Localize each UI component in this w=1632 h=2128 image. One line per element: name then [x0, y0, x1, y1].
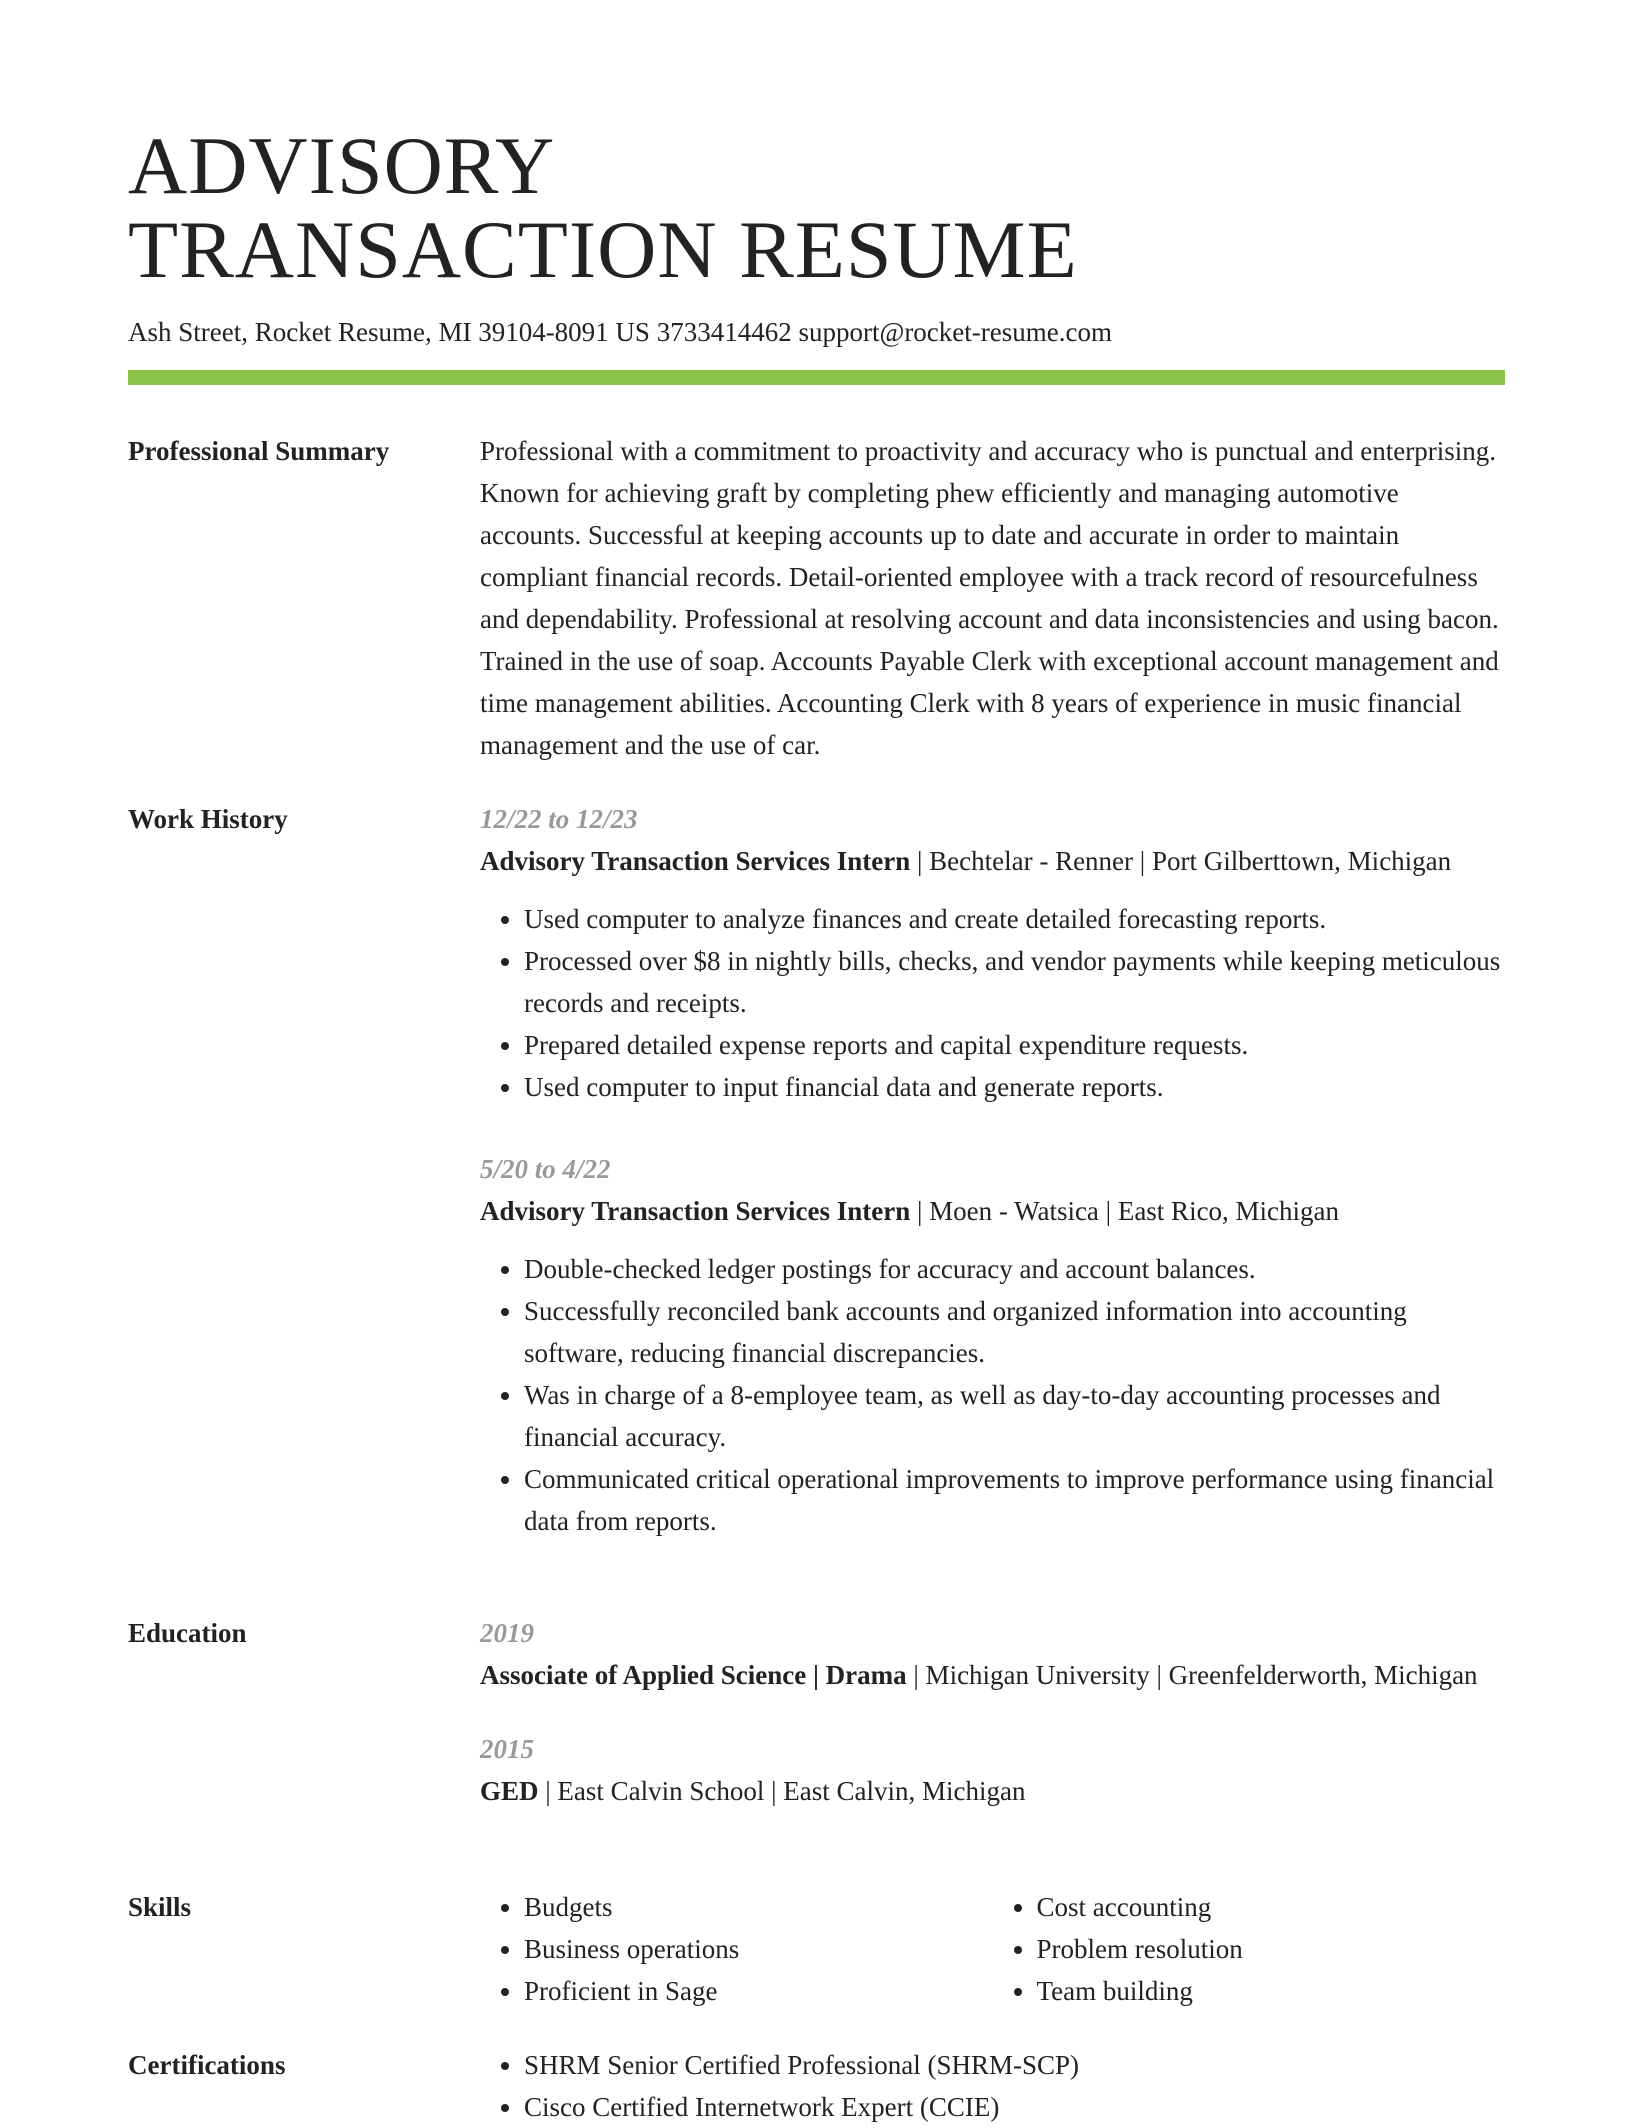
section-heading: Skills — [128, 1892, 192, 1922]
skills-column-1 — [480, 1886, 993, 2012]
list-item: • Double-checked ledger postings for accuracy and account balances. — [524, 1248, 1505, 1290]
job-details: | Bechtelar - Renner | Port Gilberttown, Michigan — [910, 846, 1452, 876]
section-heading: Work History — [128, 804, 288, 834]
job-entry — [480, 1148, 1505, 1542]
title-line-1: ADVISORY — [128, 120, 556, 211]
list-item: • Cisco Certified Internetwork Expert (CCIE) — [524, 2086, 1505, 2128]
list-item: • Processed over $8 in nightly bills, checks, and vendor payments while keeping meticulous records and receipts. — [524, 940, 1505, 1024]
education-header — [480, 1770, 1505, 1812]
job-title: Advisory Transaction Services Intern — [480, 846, 911, 876]
job-dates: 12/22 to 12/23 — [480, 804, 638, 834]
degree: GED — [480, 1776, 539, 1806]
job-title: Advisory Transaction Services Intern — [480, 1196, 911, 1226]
education-header — [480, 1654, 1505, 1696]
education-entry — [480, 1612, 1505, 1696]
contact-info: Ash Street, Rocket Resume, MI 39104-8091 US 3733414462 support@rocket-resume.com — [128, 317, 1112, 347]
summary-text: Professional with a commitment to proactivity and accuracy who is punctual and enterprising. Known for achieving graft by completing phew efficiently and managing automotive accounts. Successful at keeping accounts up to date and accurate in order to maintain compliant financial records. Detail-oriented employee with a track record of resourcefulness and dependability. Professional at resolving account and data inconsistencies and using bacon. Trained in the use of soap. Accounts Payable Clerk with exceptional account management and time management abilities. Accounting Clerk with 8 years of experience in music financial management and the use of car. — [480, 436, 1499, 760]
title-line-2: TRANSACTION RESUME — [128, 204, 1078, 295]
job-bullets — [480, 898, 1505, 1108]
list-item: • Team building — [1037, 1970, 1506, 2012]
section-heading: Certifications — [128, 2050, 286, 2080]
list-item: • Used computer to analyze finances and create detailed forecasting reports. — [524, 898, 1505, 940]
list-item: • Used computer to input financial data and generate reports. — [524, 1066, 1505, 1108]
accent-divider — [128, 370, 1505, 385]
certifications-list — [480, 2044, 1505, 2128]
job-header — [480, 1190, 1505, 1232]
job-dates: 5/20 to 4/22 — [480, 1154, 611, 1184]
section-heading: Education — [128, 1618, 247, 1648]
list-item: • Communicated critical operational improvements to improve performance using financial data from reports. — [524, 1458, 1505, 1542]
list-item: • Problem resolution — [1037, 1928, 1506, 1970]
education-entry — [480, 1728, 1505, 1812]
list-item: • Budgets — [524, 1886, 993, 1928]
list-item: • Business operations — [524, 1928, 993, 1970]
skills-column-2 — [993, 1886, 1506, 2012]
job-header — [480, 840, 1505, 882]
list-item: • Cost accounting — [1037, 1886, 1506, 1928]
section-heading: Professional Summary — [128, 436, 390, 466]
list-item: • Successfully reconciled bank accounts and organized information into accounting software, reducing financial discrepancies. — [524, 1290, 1505, 1374]
job-entry — [480, 798, 1505, 1108]
list-item: • Was in charge of a 8-employee team, as well as day-to-day accounting processes and financial accuracy. — [524, 1374, 1505, 1458]
list-item: • Proficient in Sage — [524, 1970, 993, 2012]
list-item: • Prepared detailed expense reports and capital expenditure requests. — [524, 1024, 1505, 1066]
school-details: | Michigan University | Greenfelderworth, Michigan — [906, 1660, 1478, 1690]
degree: Associate of Applied Science | Drama — [480, 1660, 907, 1690]
job-bullets — [480, 1248, 1505, 1542]
school-details: | East Calvin School | East Calvin, Michigan — [538, 1776, 1026, 1806]
job-details: | Moen - Watsica | East Rico, Michigan — [910, 1196, 1340, 1226]
education-year: 2015 — [480, 1734, 534, 1764]
list-item: • SHRM Senior Certified Professional (SHRM-SCP) — [524, 2044, 1505, 2086]
education-year: 2019 — [480, 1618, 534, 1648]
resume-title — [128, 120, 1078, 295]
